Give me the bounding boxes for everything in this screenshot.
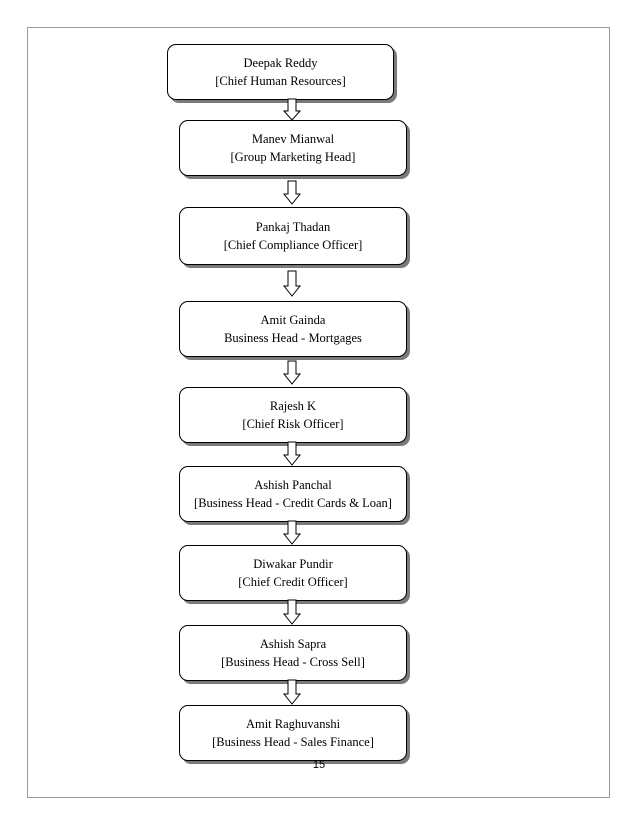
node-name: Amit Gainda [260,313,326,327]
node-title: [Chief Risk Officer] [242,417,344,431]
down-arrow-icon [283,442,301,466]
node-title: [Group Marketing Head] [230,150,356,164]
org-node-rajesh-k [179,387,407,443]
node-name: Pankaj Thadan [255,220,331,234]
node-name: Ashish Sapra [259,637,327,651]
down-arrow-icon [283,361,301,385]
down-arrow-icon [283,680,301,705]
node-title: [Business Head - Cross Sell] [221,655,365,669]
node-title: Business Head - Mortgages [224,331,362,345]
org-node-amit-raghuvanshi [179,705,407,761]
node-name: Rajesh K [269,399,317,413]
node-title: [Business Head - Credit Cards & Loan] [194,496,392,510]
node-title: [Business Head - Sales Finance] [212,735,374,749]
org-node-diwakar-pundir [179,545,407,601]
down-arrow-icon [283,271,301,297]
org-node-deepak-reddy [167,44,394,100]
node-name: Ashish Panchal [254,478,332,492]
node-name: Deepak Reddy [243,56,318,70]
org-node-amit-gainda [179,301,407,357]
org-node-ashish-sapra [179,625,407,681]
down-arrow-icon [283,99,301,121]
node-title: [Chief Credit Officer] [238,575,348,589]
down-arrow-icon [283,600,301,625]
page-number: 15 [312,759,326,771]
node-title: [Chief Human Resources] [215,74,346,88]
org-node-pankaj-thadan [179,207,407,265]
down-arrow-icon [283,181,301,205]
org-node-ashish-panchal [179,466,407,522]
node-name: Diwakar Pundir [253,557,333,571]
node-name: Amit Raghuvanshi [245,717,341,731]
org-node-manev-mianwal [179,120,407,176]
node-title: [Chief Compliance Officer] [223,238,363,252]
node-name: Manev Mianwal [251,132,335,146]
down-arrow-icon [283,521,301,545]
